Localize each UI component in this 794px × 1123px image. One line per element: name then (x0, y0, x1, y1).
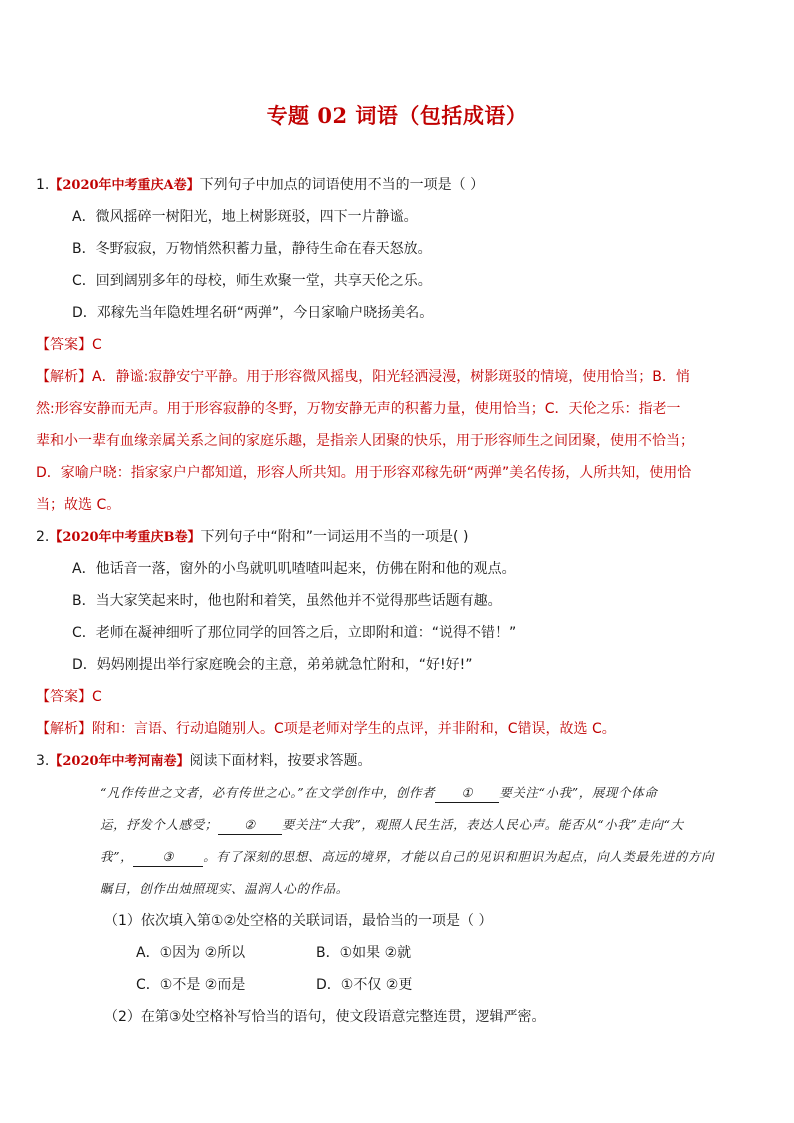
option-d: D．邓稼先当年隐姓埋名研“两弹”，今日家喻户晓扬美名。 (72, 305, 434, 321)
passage-text: 运，抒发个人感受； (100, 817, 218, 832)
question-number: 1. (36, 177, 50, 193)
option-b: B．①如果 ②就 (316, 945, 412, 961)
answer-value: C (92, 689, 102, 705)
option-d: D．①不仅 ②更 (316, 977, 413, 993)
question-1-stem (36, 176, 484, 195)
blank-3: ③ (133, 848, 203, 867)
question-3-stem (36, 752, 372, 771)
option-a: A．他话音一落，窗外的小鸟就叽叽喳喳叫起来，仿佛在附和他的观点。 (72, 561, 516, 577)
explanation-line (36, 720, 736, 738)
option-d: D．妈妈刚提出举行家庭晚会的主意，弟弟就急忙附和，“好!好!” (72, 657, 473, 673)
explanation-line: D．家喻户晓：指家家户户都知道，形容人所共知。用于形容邓稼先研“两弹”美名传扬，人所共知，使用恰 (36, 465, 692, 481)
question-2-stem (36, 528, 468, 547)
passage-line (100, 816, 684, 835)
passage-text: 要关注“小我”，展现个体命 (499, 785, 658, 800)
explanation-text: A．静谧:寂静安宁平静。用于形容微风摇曳，阳光轻洒浸漫，树影斑驳的情境，使用恰当；B．悄 (92, 369, 690, 385)
option-b: B．当大家笑起来时，他也附和着笑，虽然他并不觉得那些话题有趣。 (72, 593, 502, 609)
explanation-text: 附和：言语、行动追随别人。C项是老师对学生的点评，并非附和，C错误，故选 C。 (92, 721, 616, 737)
sub-question-2: （2）在第③处空格补写恰当的语句，使文段语意完整连贯，逻辑严密。 (104, 1009, 546, 1025)
option-a: A．①因为 ②所以 (136, 945, 246, 961)
answer-value: C (92, 337, 102, 353)
page-title: 专题 02 词语（包括成语） (266, 103, 528, 128)
explanation-line: 然:形容安静而无声。用于形容寂静的冬野，万物安静无声的积蓄力量，使用恰当；C．天伦之乐：指老一 (36, 401, 681, 417)
passage-line (100, 784, 657, 803)
option-a: A．微风摇碎一树阳光，地上树影斑驳，四下一片静谧。 (72, 209, 418, 225)
option-c: C．①不是 ②而是 (136, 977, 246, 993)
blank-1: ① (435, 784, 499, 803)
blank-2: ② (218, 816, 282, 835)
explanation-label: 【解析】 (36, 721, 92, 737)
explanation-label: 【解析】 (36, 369, 92, 385)
passage-line: 瞩目，创作出烛照现实、温润人心的作品。 (100, 881, 349, 896)
option-c: C．回到阔别多年的母校，师生欢聚一堂，共享天伦之乐。 (72, 273, 432, 289)
explanation-line (36, 368, 736, 386)
sub-question-1: （1）依次填入第①②处空格的关联词语，最恰当的一项是（ ） (104, 913, 493, 929)
passage-text: 要关注“大我”，观照人民生活，表达人民心声。能否从“小我”走向“大 (281, 817, 684, 832)
answer-label: 【答案】 (36, 689, 92, 705)
explanation-line: 当；故选 C。 (36, 497, 121, 513)
question-number: 2. (36, 529, 50, 545)
answer-label: 【答案】 (36, 337, 92, 353)
passage-line (100, 848, 714, 867)
passage-text: “凡作传世之文者，必有传世之心。”在文学创作中，创作者 (100, 785, 436, 800)
question-source: 【2020年中考重庆A卷】 (49, 178, 200, 193)
answer-line (36, 336, 102, 354)
question-number: 3. (36, 753, 50, 769)
explanation-line: 辈和小一辈有血缘亲属关系之间的家庭乐趣，是指亲人团聚的快乐，用于形容师生之间团聚，使用不恰当； (36, 433, 694, 449)
option-b: B．冬野寂寂，万物悄然积蓄力量，静待生命在春天怒放。 (72, 241, 432, 257)
passage-text: 。有了深刻的思想、高远的境界，才能以自己的见识和胆识为起点，向人类最先进的方向 (203, 849, 715, 864)
question-text: 下列句子中加点的词语使用不当的一项是（ ） (199, 177, 485, 193)
option-c: C．老师在凝神细听了那位同学的回答之后，立即附和道：“说得不错！” (72, 625, 517, 641)
question-text: 下列句子中“附和”一词运用不当的一项是( ) (200, 529, 469, 545)
question-source: 【2020年中考河南卷】 (49, 754, 190, 769)
passage-text: 我”， (100, 849, 134, 864)
question-source: 【2020年中考重庆B卷】 (49, 530, 201, 545)
answer-line (36, 688, 102, 706)
question-text: 阅读下面材料，按要求答题。 (189, 753, 372, 769)
